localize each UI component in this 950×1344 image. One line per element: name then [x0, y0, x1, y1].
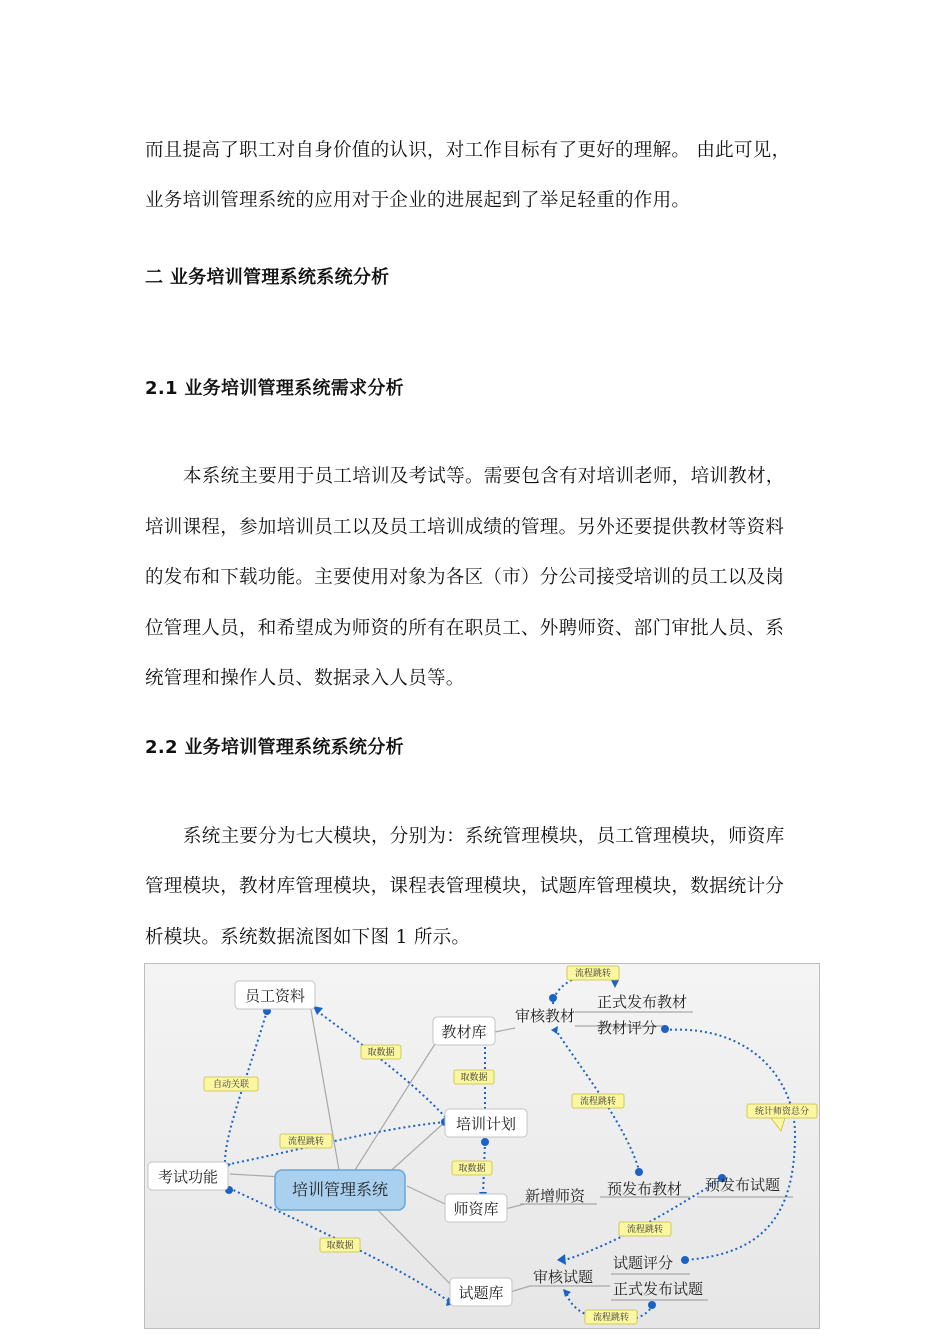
- paragraph-line: 系统主要分为七大模块，分别为：系统管理模块，员工管理模块，师资库: [183, 826, 785, 847]
- data-flow-diagram: [144, 963, 820, 1329]
- paragraph-line: 管理模块，教材库管理模块，课程表管理模块，试题库管理模块，数据统计分: [145, 876, 785, 897]
- node-review-question: 审核试题: [533, 1268, 594, 1286]
- connector-lines: [230, 1004, 793, 1300]
- node-new-teacher: 新增师资: [525, 1187, 586, 1205]
- tag-get-data: 取数据: [367, 1048, 395, 1058]
- tag-get-data: 取数据: [460, 1073, 488, 1083]
- arrowhead: [611, 980, 619, 988]
- tag-flow-lower: 流程跳转: [626, 1225, 664, 1235]
- flow-dot: [635, 1168, 643, 1176]
- node-exam: 考试功能: [157, 1168, 219, 1186]
- tag-get-data: 取数据: [458, 1164, 486, 1174]
- flow-dot: [481, 1138, 489, 1146]
- flow-dot: [648, 1301, 656, 1309]
- tag-flow-bottom: 流程跳转: [592, 1313, 630, 1323]
- arrowhead: [557, 1254, 566, 1265]
- paragraph-line: 统管理和操作人员、数据录入人员等。: [145, 668, 465, 689]
- node-publish-question: 正式发布试题: [613, 1280, 704, 1298]
- subsection-heading: 2.2 业务培训管理系统系统分析: [145, 737, 404, 758]
- section-heading: 二 业务培训管理系统系统分析: [145, 267, 390, 288]
- node-prepublish-textbook: 预发布教材: [607, 1180, 683, 1198]
- flow-dot: [661, 1025, 669, 1033]
- node-staff: 员工资料: [244, 987, 306, 1005]
- node-question-lib: 试题库: [458, 1284, 504, 1302]
- tag-flow-left: 流程跳转: [287, 1137, 325, 1147]
- tag-stats: 统计师资总分: [754, 1107, 810, 1117]
- node-publish-textbook: 正式发布教材: [597, 993, 688, 1011]
- flow-dot: [549, 994, 557, 1002]
- paragraph-line: 培训课程，参加培训员工以及员工培训成绩的管理。另外还要提供教材等资料: [145, 517, 785, 538]
- tag-pointer: [771, 1118, 785, 1131]
- paragraph-line: 而且提高了职工对自身价值的认识，对工作目标有了更好的理解。 由此可见，: [145, 140, 791, 161]
- paragraph-line: 位管理人员，和希望成为师资的所有在职员工、外聘师资、部门审批人员、系: [145, 618, 785, 639]
- node-textbook-lib: 教材库: [441, 1023, 487, 1041]
- tag-auto-link: 自动关联: [212, 1080, 250, 1090]
- paragraph-line: 的发布和下载功能。主要使用对象为各区（市）分公司接受培训的员工以及岗: [145, 567, 785, 588]
- paragraph-line: 本系统主要用于员工培训及考试等。需要包含有对培训老师，培训教材，: [183, 466, 785, 487]
- center-node: [275, 1170, 405, 1210]
- node-plan: 培训计划: [455, 1115, 517, 1133]
- node-review-textbook: 审核教材: [515, 1007, 576, 1025]
- node-rate-question: 试题评分: [613, 1254, 674, 1272]
- tag-flow-top: 流程跳转: [574, 969, 612, 979]
- node-teacher-lib: 师资库: [453, 1200, 499, 1218]
- flow-dot: [681, 1256, 689, 1264]
- diagram-canvas: [145, 964, 820, 1329]
- tag-get-data: 取数据: [326, 1241, 354, 1251]
- arrowhead: [551, 1026, 558, 1034]
- node-prepublish-question: 预发布试题: [705, 1176, 781, 1194]
- paragraph-line: 业务培训管理系统的应用对于企业的进展起到了举足轻重的作用。: [145, 190, 691, 211]
- tag-flow-mid: 流程跳转: [579, 1097, 617, 1107]
- paragraph-line: 析模块。系统数据流图如下图 1 所示。: [145, 927, 471, 948]
- center-node-label: 培训管理系统: [291, 1180, 389, 1199]
- subsection-heading: 2.1 业务培训管理系统需求分析: [145, 378, 404, 399]
- node-rate-textbook: 教材评分: [597, 1019, 658, 1037]
